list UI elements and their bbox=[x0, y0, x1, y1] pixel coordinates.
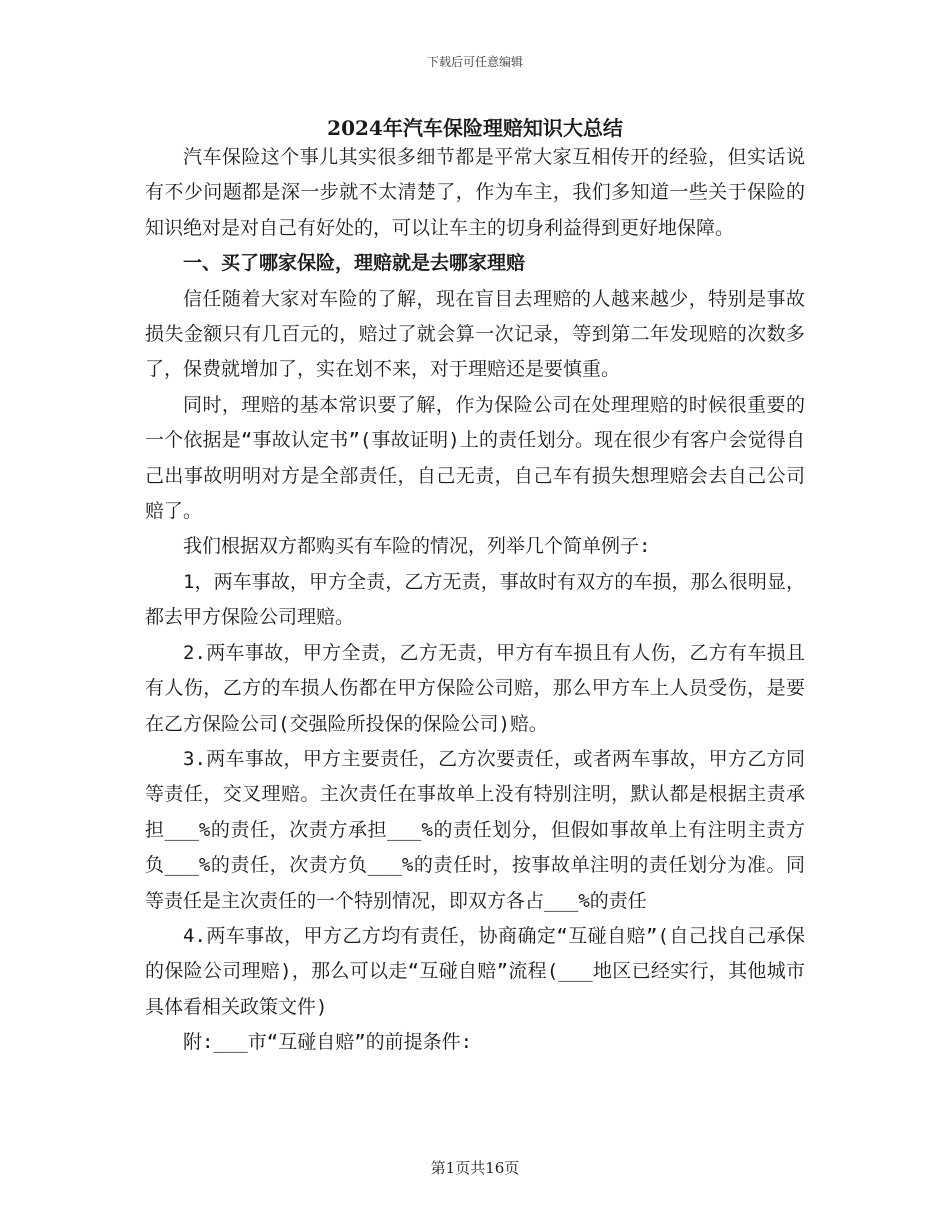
paragraph: 同时，理赔的基本常识要了解，作为保险公司在处理理赔的时候很重要的一个依据是“事故认定书”(事故证明)上的责任划分。现在很少有客户会觉得自己出事故明明对方是全部责任，自己无责，自己车有损失想理赔会去自己公司赔了。 bbox=[145, 393, 805, 523]
list-item: 2.两车事故，甲方全责，乙方无责，甲方有车损且有人伤，乙方有车损且有人伤，乙方的车损人伤都在甲方保险公司赔，那么甲方车上人员受伤，是要在乙方保险公司(交强险所投保的保险公司)赔。 bbox=[145, 641, 805, 735]
page-header: 下载后可任意编辑 bbox=[426, 55, 523, 69]
document-title: 2024年汽车保险理赔知识大总结 bbox=[327, 116, 623, 140]
page-footer: 第1页共16页 bbox=[430, 1159, 520, 1177]
paragraph: 信任随着大家对车险的了解，现在盲目去理赔的人越来越少，特别是事故损失金额只有几百元的，赔过了就会算一次记录，等到第二年发现赔的次数多了，保费就增加了，实在划不来，对于理赔还是要慎重。 bbox=[145, 287, 805, 381]
paragraph-appendix: 附:___市“互碰自赔”的前提条件: bbox=[183, 1031, 473, 1054]
list-item: 3.两车事故，甲方主要责任，乙方次要责任，或者两车事故，甲方乙方同等责任，交叉理赔。主次责任在事故单上没有特别注明，默认都是根据主责承担___%的责任，次责方承担___%的责任划分，但假如事故单上有注明主责方负___%的责任，次责方负___%的责任时，按事故单注明的责任划分为准。同等责任是主次责任的一个特别情况，即双方各占___%的责任 bbox=[145, 747, 805, 912]
list-item: 1，两车事故，甲方全责，乙方无责，事故时有双方的车损，那么很明显，都去甲方保险公司理赔。 bbox=[145, 570, 805, 629]
paragraph: 我们根据双方都购买有车险的情况，列举几个简单例子: bbox=[183, 535, 651, 558]
section-heading: 一、买了哪家保险，理赔就是去哪家理赔 bbox=[183, 252, 526, 275]
list-item: 4.两车事故，甲方乙方均有责任，协商确定“互碰自赔”(自己找自己承保的保险公司理赔)，那么可以走“互碰自赔”流程(___地区已经实行，其他城市具体看相关政策文件) bbox=[145, 924, 805, 1018]
document-body bbox=[145, 140, 805, 1061]
paragraph-intro: 汽车保险这个事儿其实很多细节都是平常大家互相传开的经验，但实话说有不少问题都是深一步就不太清楚了，作为车主，我们多知道一些关于保险的知识绝对是对自己有好处的，可以让车主的切身利益得到更好地保障。 bbox=[145, 146, 805, 239]
